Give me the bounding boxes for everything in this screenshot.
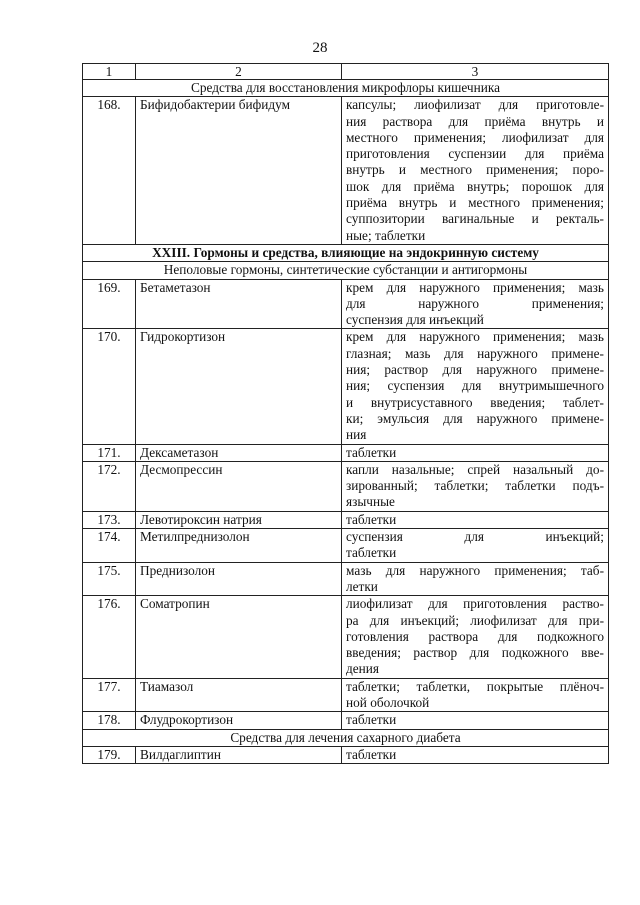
drug-name: Соматропин (136, 596, 342, 678)
drug-name: Флудрокортизон (136, 712, 342, 729)
table-row (83, 444, 609, 461)
drug-table (82, 63, 609, 764)
dosage-forms-line: таблетки (346, 444, 397, 460)
dosage-forms (342, 97, 609, 245)
item-number: 171. (83, 444, 136, 461)
dosage-forms-line: для наружного применения; (346, 295, 604, 311)
table-row (83, 529, 609, 563)
item-number: 173. (83, 511, 136, 528)
dosage-forms-line: летки (346, 578, 378, 594)
dosage-forms-line: капли назальные; спрей назальный до- (346, 461, 604, 477)
table-row (83, 746, 609, 763)
column-number-1: 1 (83, 64, 136, 80)
dosage-forms-line: мазь для наружного применения; таб- (346, 562, 604, 578)
dosage-forms (342, 279, 609, 329)
drug-name: Левотироксин натрия (136, 511, 342, 528)
dosage-forms (342, 678, 609, 712)
dosage-forms (342, 746, 609, 763)
dosage-forms-line: введения; раствор для подкожного вве- (346, 645, 604, 661)
dosage-forms-line: ной оболочкой (346, 694, 430, 710)
group-heading: Средства для восстановления микрофлоры кишечника (83, 80, 609, 97)
dosage-forms-line: ния; раствор для наружного примене- (346, 362, 604, 378)
dosage-forms-line: суспензия для инъекций; (346, 529, 604, 545)
dosage-forms-line: таблетки (346, 746, 397, 762)
item-number: 170. (83, 329, 136, 444)
dosage-forms-line: дения (346, 661, 380, 677)
item-number: 176. (83, 596, 136, 678)
dosage-forms-line: язычные (346, 494, 395, 510)
dosage-forms-line: приготовления суспензии для приёма (346, 146, 604, 162)
dosage-forms-line: глазная; мазь для наружного примене- (346, 345, 604, 361)
dosage-forms-line: и внутрисуставного введения; таблет- (346, 394, 604, 410)
group-heading-row (83, 729, 609, 746)
drug-name: Гидрокортизон (136, 329, 342, 444)
table-row (83, 461, 609, 511)
dosage-forms-line: таблетки (346, 545, 397, 561)
item-number: 169. (83, 279, 136, 329)
table-row (83, 329, 609, 444)
drug-name: Бетаметазон (136, 279, 342, 329)
drug-name: Бифидобактерии бифидум (136, 97, 342, 245)
dosage-forms-line: ра для инъекций; лиофилизат для при- (346, 612, 604, 628)
dosage-forms (342, 511, 609, 528)
dosage-forms-line: внутрь и местного применения; поро- (346, 162, 604, 178)
dosage-forms-line: приёма внутрь и местного применения; (346, 195, 604, 211)
dosage-forms (342, 461, 609, 511)
column-number-row (83, 64, 609, 80)
column-number-3: 3 (342, 64, 609, 80)
item-number: 172. (83, 461, 136, 511)
table-row (83, 562, 609, 596)
section-heading: XXIII. Гормоны и средства, влияющие на эндокринную систему (83, 244, 609, 261)
dosage-forms (342, 444, 609, 461)
table-row (83, 279, 609, 329)
table-row (83, 712, 609, 729)
group-heading-row (83, 80, 609, 97)
item-number: 175. (83, 562, 136, 596)
dosage-forms-line: местного применения; лиофилизат для (346, 129, 604, 145)
dosage-forms-line: лиофилизат для приготовления раство- (346, 596, 604, 612)
dosage-forms-line: ки; эмульсия для наружного примене- (346, 410, 604, 426)
item-number: 177. (83, 678, 136, 712)
dosage-forms-line: таблетки (346, 712, 397, 728)
dosage-forms-line: капсулы; лиофилизат для приготовле- (346, 97, 604, 113)
drug-name: Метилпреднизолон (136, 529, 342, 563)
dosage-forms-line: готовления раствора для подкожного (346, 628, 604, 644)
dosage-forms (342, 529, 609, 563)
drug-name: Преднизолон (136, 562, 342, 596)
table-row (83, 596, 609, 678)
dosage-forms-line: крем для наружного применения; мазь (346, 329, 604, 345)
table-row (83, 511, 609, 528)
group-heading: Средства для лечения сахарного диабета (83, 729, 609, 746)
drug-name: Десмопрессин (136, 461, 342, 511)
dosage-forms-line: таблетки (346, 511, 397, 527)
group-heading-row (83, 262, 609, 279)
dosage-forms-line: ные; таблетки (346, 227, 426, 243)
dosage-forms (342, 329, 609, 444)
dosage-forms-line: ния (346, 427, 367, 443)
dosage-forms (342, 596, 609, 678)
dosage-forms (342, 712, 609, 729)
table-row (83, 678, 609, 712)
dosage-forms-line: ния; суспензия для внутримышечного (346, 378, 604, 394)
dosage-forms-line: суспензия для инъекций (346, 312, 484, 328)
item-number: 174. (83, 529, 136, 563)
section-heading-row (83, 244, 609, 261)
drug-name: Дексаметазон (136, 444, 342, 461)
dosage-forms-line: зированный; таблетки; таблетки подъ- (346, 478, 604, 494)
page-number: 28 (312, 40, 328, 56)
dosage-forms (342, 562, 609, 596)
dosage-forms-line: шок для приёма внутрь; порошок для (346, 178, 604, 194)
table-row (83, 97, 609, 245)
item-number: 178. (83, 712, 136, 729)
dosage-forms-line: крем для наружного применения; мазь (346, 279, 604, 295)
column-number-2: 2 (136, 64, 342, 80)
dosage-forms-line: таблетки; таблетки, покрытые плёноч- (346, 678, 604, 694)
dosage-forms-line: суппозитории вагинальные и ректаль- (346, 211, 604, 227)
dosage-forms-line: ния раствора для приёма внутрь и (346, 113, 604, 129)
drug-name: Вилдаглиптин (136, 746, 342, 763)
item-number: 179. (83, 746, 136, 763)
group-heading: Неполовые гормоны, синтетические субстанции и антигормоны (83, 262, 609, 279)
drug-name: Тиамазол (136, 678, 342, 712)
item-number: 168. (83, 97, 136, 245)
